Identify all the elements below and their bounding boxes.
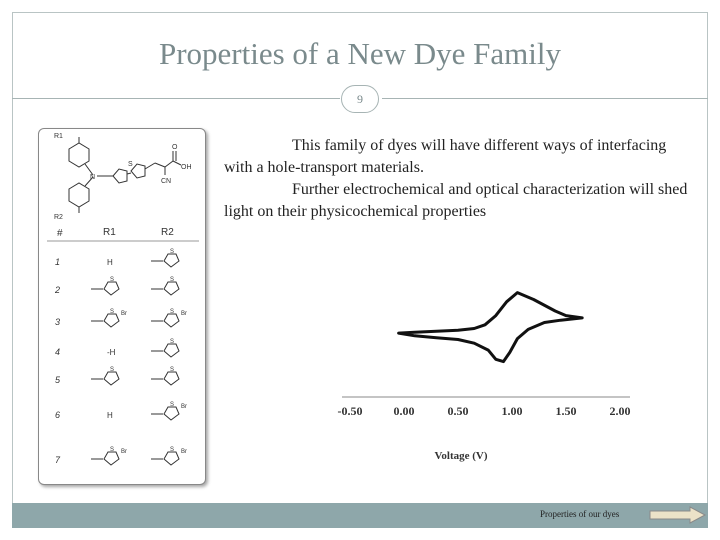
row-6-r1: H <box>107 411 113 420</box>
cyano-label: CN <box>161 178 172 185</box>
row-number: 6 <box>55 410 61 420</box>
body-text <box>224 135 694 223</box>
slide-title: Properties of a New Dye Family <box>158 36 562 71</box>
row-7-r1 <box>104 452 119 465</box>
ring-sulfur-label: S <box>110 277 115 283</box>
row-number: 3 <box>55 317 61 327</box>
header-r1: R1 <box>103 227 116 238</box>
cyclic-voltammogram <box>320 270 640 470</box>
row-6-r2 <box>164 407 179 420</box>
phenyl-ring-bottom <box>69 183 89 207</box>
phenyl-ring-top <box>69 143 89 167</box>
dye-structure-table <box>38 128 206 485</box>
row-number: 4 <box>55 347 61 357</box>
bromine-label: Br <box>181 449 187 455</box>
cv-curve <box>399 293 583 362</box>
nitrogen-label: N <box>90 174 96 181</box>
row-4-r2 <box>164 344 179 357</box>
dye-structures-drawing <box>39 129 207 486</box>
next-slide-button[interactable] <box>648 505 708 525</box>
x-axis-label: Voltage (V) <box>434 450 488 462</box>
row-number: 5 <box>55 375 61 385</box>
footer-link-text[interactable]: Properties of our dyes <box>540 509 620 519</box>
thiophene-ring-1 <box>113 169 127 183</box>
bromine-label: Br <box>121 449 127 455</box>
title-divider-left <box>12 98 340 99</box>
row-1-r1: H <box>107 258 113 267</box>
ring-sulfur-label: S <box>170 277 175 283</box>
ring-sulfur-label: S <box>170 402 175 408</box>
row-5-r1 <box>104 372 119 385</box>
ring-sulfur-label: S <box>170 339 175 345</box>
x-tick-label: 0.00 <box>393 404 415 418</box>
next-arrow-icon <box>648 505 708 525</box>
row-2-r2 <box>164 282 179 295</box>
slide-number-badge: 9 <box>341 85 379 113</box>
bromine-label: Br <box>181 404 187 410</box>
x-tick-label: -0.50 <box>337 404 363 418</box>
thiophene-ring-2 <box>131 164 145 178</box>
bromine-label: Br <box>121 311 127 317</box>
row-3-r2 <box>164 314 179 327</box>
ring-sulfur-label: S <box>170 367 175 373</box>
row-3-r1 <box>104 314 119 327</box>
x-tick-label: 1.00 <box>501 404 523 418</box>
x-tick-label: 0.50 <box>447 404 469 418</box>
row-number: 7 <box>55 455 61 465</box>
r1-label: R1 <box>54 133 63 140</box>
ring-sulfur-label: S <box>170 249 175 255</box>
paragraph-2: Further electrochemical and optical characterization will shed light on their physicochemical properties <box>224 181 688 220</box>
cv-chart <box>320 270 640 470</box>
x-tick-label: 2.00 <box>609 404 631 418</box>
x-tick-label: 1.50 <box>555 404 577 418</box>
ring-sulfur-label: S <box>170 447 175 453</box>
ring-sulfur-label: S <box>110 447 115 453</box>
row-1-r2 <box>164 254 179 267</box>
carbonyl-o-label: O <box>172 144 178 151</box>
sulfur-label: S <box>128 161 133 168</box>
row-number: 2 <box>55 285 61 295</box>
paragraph-1: This family of dyes will have different ways of interfacing with a hole-transport materials. <box>224 137 667 176</box>
r2-label-sub: R2 <box>54 214 63 221</box>
title-divider-right <box>382 98 708 99</box>
row-5-r2 <box>164 372 179 385</box>
row-2-r1 <box>104 282 119 295</box>
row-number: 1 <box>55 257 61 267</box>
bromine-label: Br <box>181 311 187 317</box>
row-4-r1: -H <box>107 348 116 357</box>
ring-sulfur-label: S <box>110 309 115 315</box>
ring-sulfur-label: S <box>110 367 115 373</box>
header-number: # <box>57 228 63 239</box>
ring-sulfur-label: S <box>170 309 175 315</box>
row-7-r2 <box>164 452 179 465</box>
header-r2: R2 <box>161 227 174 238</box>
hydroxyl-label: OH <box>181 164 192 171</box>
